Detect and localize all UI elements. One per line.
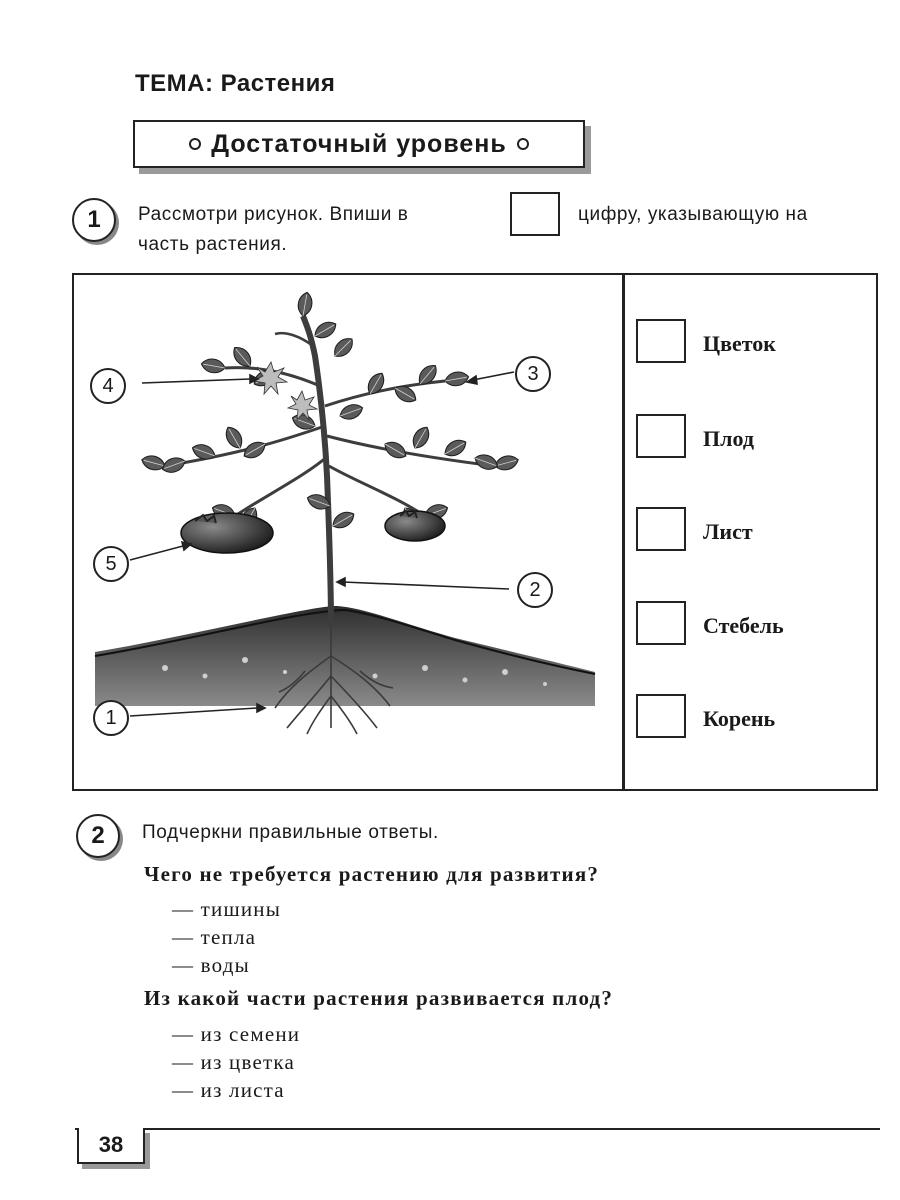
q1-option-2[interactable]: — тепла [172, 925, 257, 949]
callout-1: 1 [93, 700, 129, 736]
task1-instruction-part1: Рассмотри рисунок. Впиши в [138, 204, 409, 225]
q2-option-2[interactable]: — из цветка [172, 1050, 295, 1074]
callout-5: 5 [93, 546, 129, 582]
frame-divider [622, 273, 625, 790]
footer-rule [75, 1128, 880, 1130]
answer-box-fruit[interactable] [636, 414, 686, 458]
bullet-icon [189, 138, 201, 150]
option-flower: Цветок [703, 331, 776, 356]
option-fruit: Плод [703, 426, 754, 451]
option-root: Корень [703, 706, 776, 731]
level-label: Достаточный уровень [211, 129, 507, 158]
callout-3: 3 [515, 356, 551, 392]
task1-instruction-line2: часть растения. [138, 234, 288, 255]
task1-instruction-part2: цифру, указывающую на [578, 204, 808, 225]
answer-box-root[interactable] [636, 694, 686, 738]
question-1: Чего не требуется растению для развития? [144, 862, 600, 886]
topic-title: ТЕМА: Растения [135, 70, 336, 97]
option-stem: Стебель [703, 613, 784, 638]
task-number-2: 2 [76, 814, 120, 858]
task2-instruction: Подчеркни правильные ответы. [142, 822, 439, 843]
plant-illustration [75, 276, 621, 786]
q1-option-1[interactable]: — тишины [172, 897, 282, 921]
callout-4: 4 [90, 368, 126, 404]
q2-option-1[interactable]: — из семени [172, 1022, 301, 1046]
q2-option-3[interactable]: — из листа [172, 1078, 285, 1102]
q1-option-3[interactable]: — воды [172, 953, 250, 977]
level-banner [133, 120, 585, 168]
question-2: Из какой части растения развивается плод? [144, 986, 614, 1010]
bullet-icon [517, 138, 529, 150]
callout-2: 2 [517, 572, 553, 608]
example-answer-box [510, 192, 560, 236]
task-number-1: 1 [72, 198, 116, 242]
answer-box-stem[interactable] [636, 601, 686, 645]
page-number: 38 [77, 1128, 145, 1164]
answer-box-leaf[interactable] [636, 507, 686, 551]
answer-box-flower[interactable] [636, 319, 686, 363]
option-leaf: Лист [703, 519, 753, 544]
